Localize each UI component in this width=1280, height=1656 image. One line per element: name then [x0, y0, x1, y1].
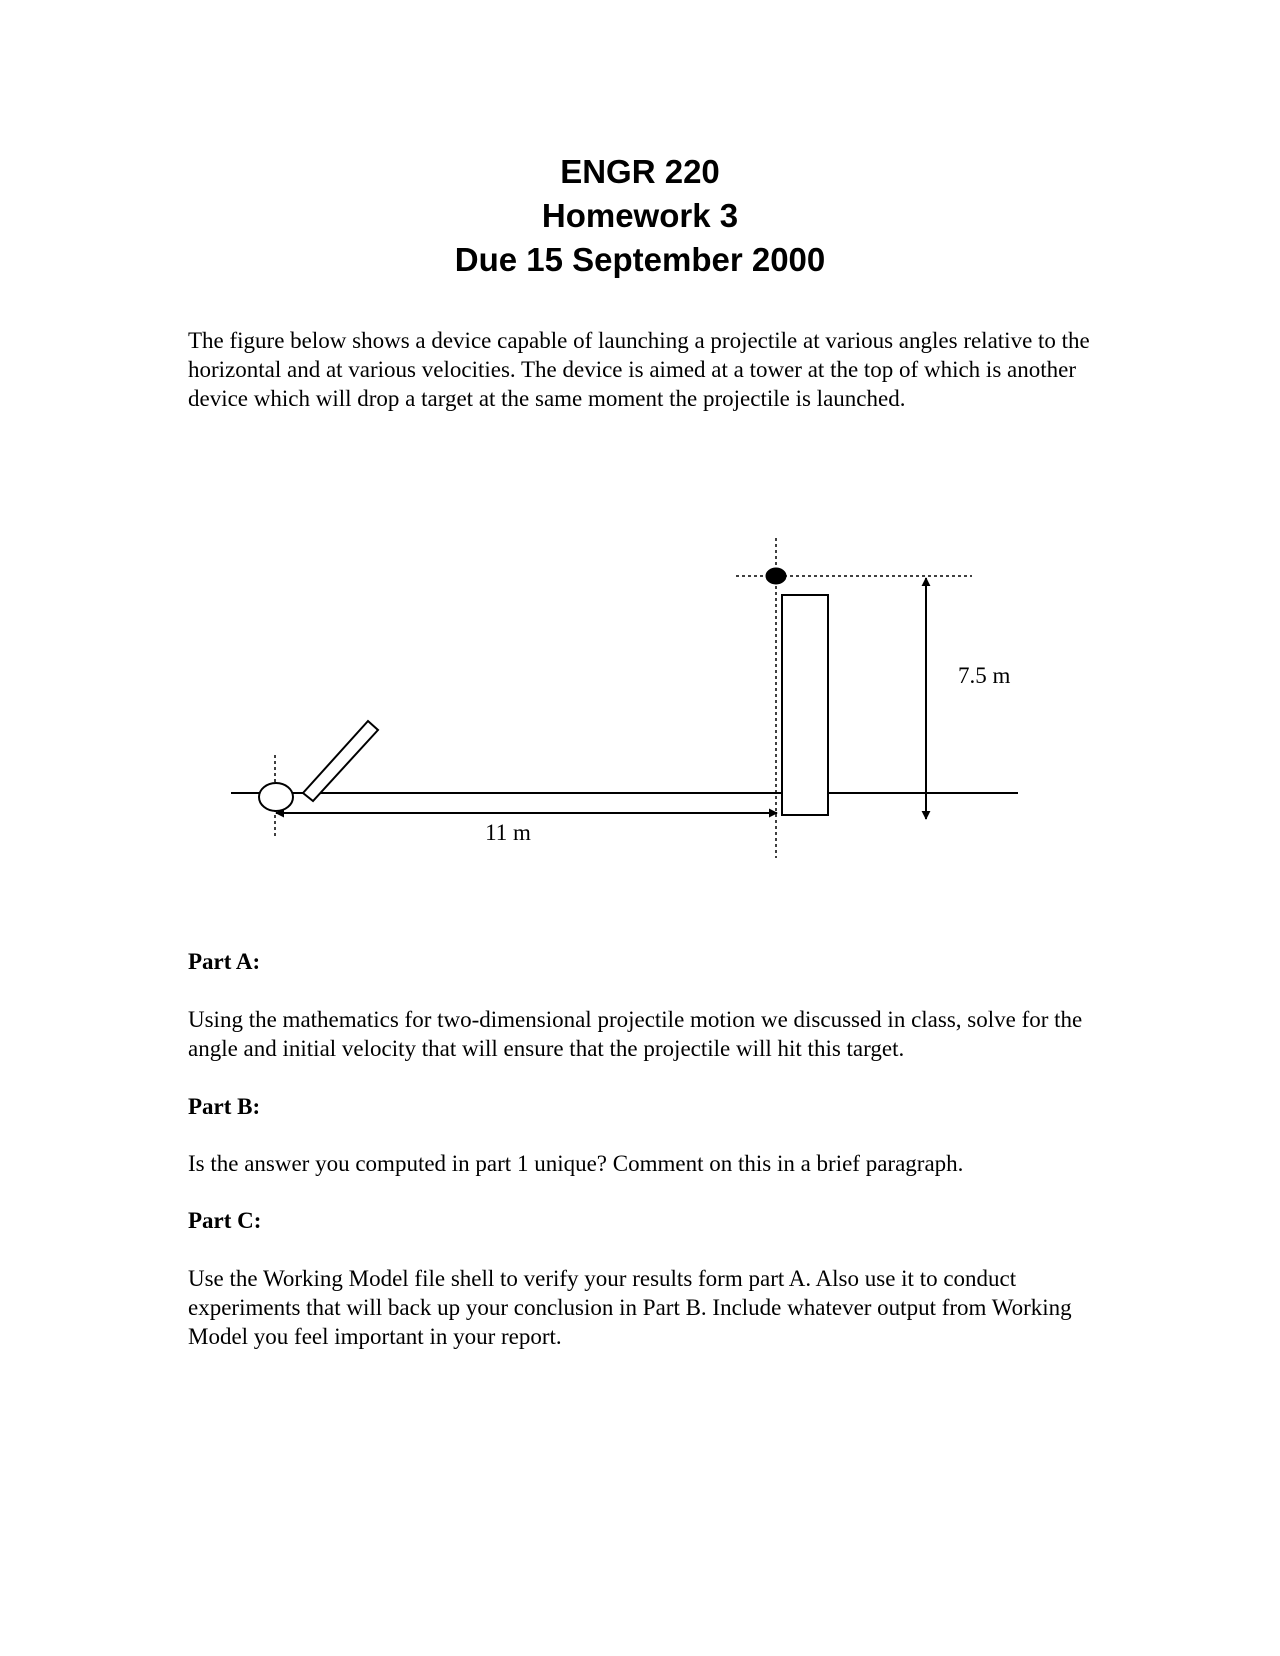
launcher-barrel: [303, 721, 378, 801]
part-a-heading: Part A:: [188, 949, 261, 974]
target: [766, 568, 786, 584]
part-b-heading: Part B:: [188, 1094, 261, 1119]
part-c-text: Use the Working Model file shell to verify your results form part A. Also use it to conduct experiments that will back up your conclusion in Part B. Include whatever output from Working Model you feel important in your report.: [188, 1266, 1072, 1349]
horizontal-distance-label: 11 m: [485, 820, 531, 845]
launcher-pivot: [259, 783, 293, 811]
part-b-text: Is the answer you computed in part 1 unique? Comment on this in a brief paragraph.: [188, 1151, 964, 1176]
due-date: Due 15 September 2000: [454, 241, 826, 278]
course-title: ENGR 220: [560, 153, 720, 190]
intro-paragraph: The figure below shows a device capable of launching a projectile at various angles relative to the horizontal and at various velocities. The device is aimed at a tower at the top of which is another device which will drop a target at the same moment the projectile is launched.: [188, 328, 1090, 411]
document-title: [0, 150, 1280, 282]
part-a-text: Using the mathematics for two-dimensional projectile motion we discussed in class, solve for the angle and initial velocity that will ensure that the projectile will hit this target.: [188, 1007, 1083, 1061]
part-c-heading: Part C:: [188, 1208, 262, 1233]
tower: [782, 595, 828, 815]
assignment-title: Homework 3: [541, 197, 739, 234]
tower-height-label: 7.5 m: [958, 663, 1011, 688]
